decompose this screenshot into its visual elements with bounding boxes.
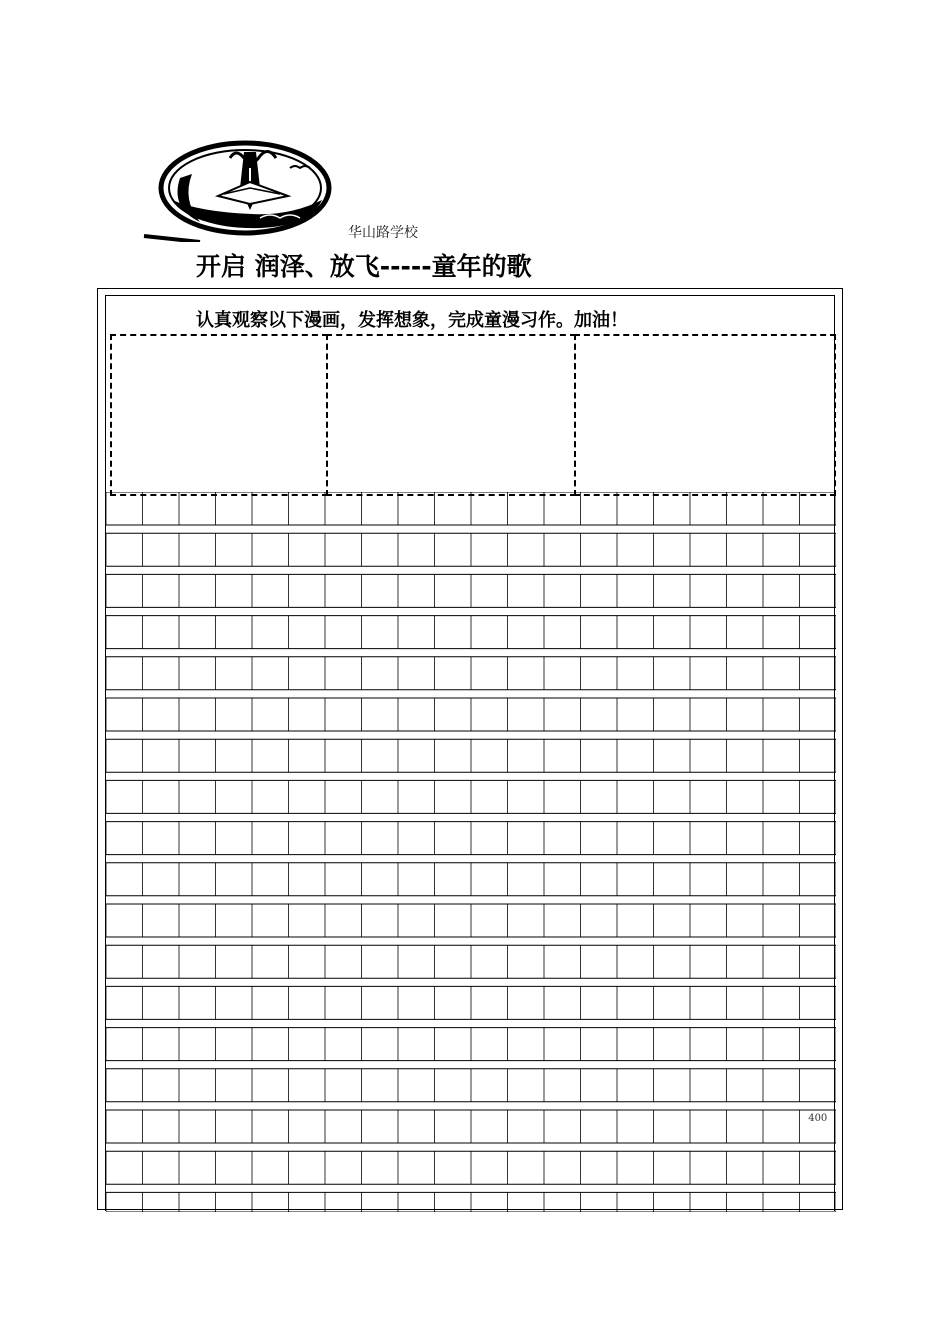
school-name: 华山路学校: [348, 225, 418, 241]
comic-panel-2: [326, 334, 576, 496]
comic-panel-3: [574, 334, 836, 496]
page-title: 开启 润泽、放飞-----童年的歌: [196, 252, 532, 281]
writing-sheet: [97, 288, 843, 1210]
sheet-inner-frame: [105, 295, 835, 1211]
comic-panel-1: [110, 334, 328, 496]
school-emblem-icon: [140, 138, 340, 242]
count-marker: 400: [808, 1113, 828, 1124]
instruction-text: 认真观察以下漫画，发挥想象，完成童漫习作。加油！: [196, 310, 628, 331]
writing-grid[interactable]: [106, 492, 836, 1212]
